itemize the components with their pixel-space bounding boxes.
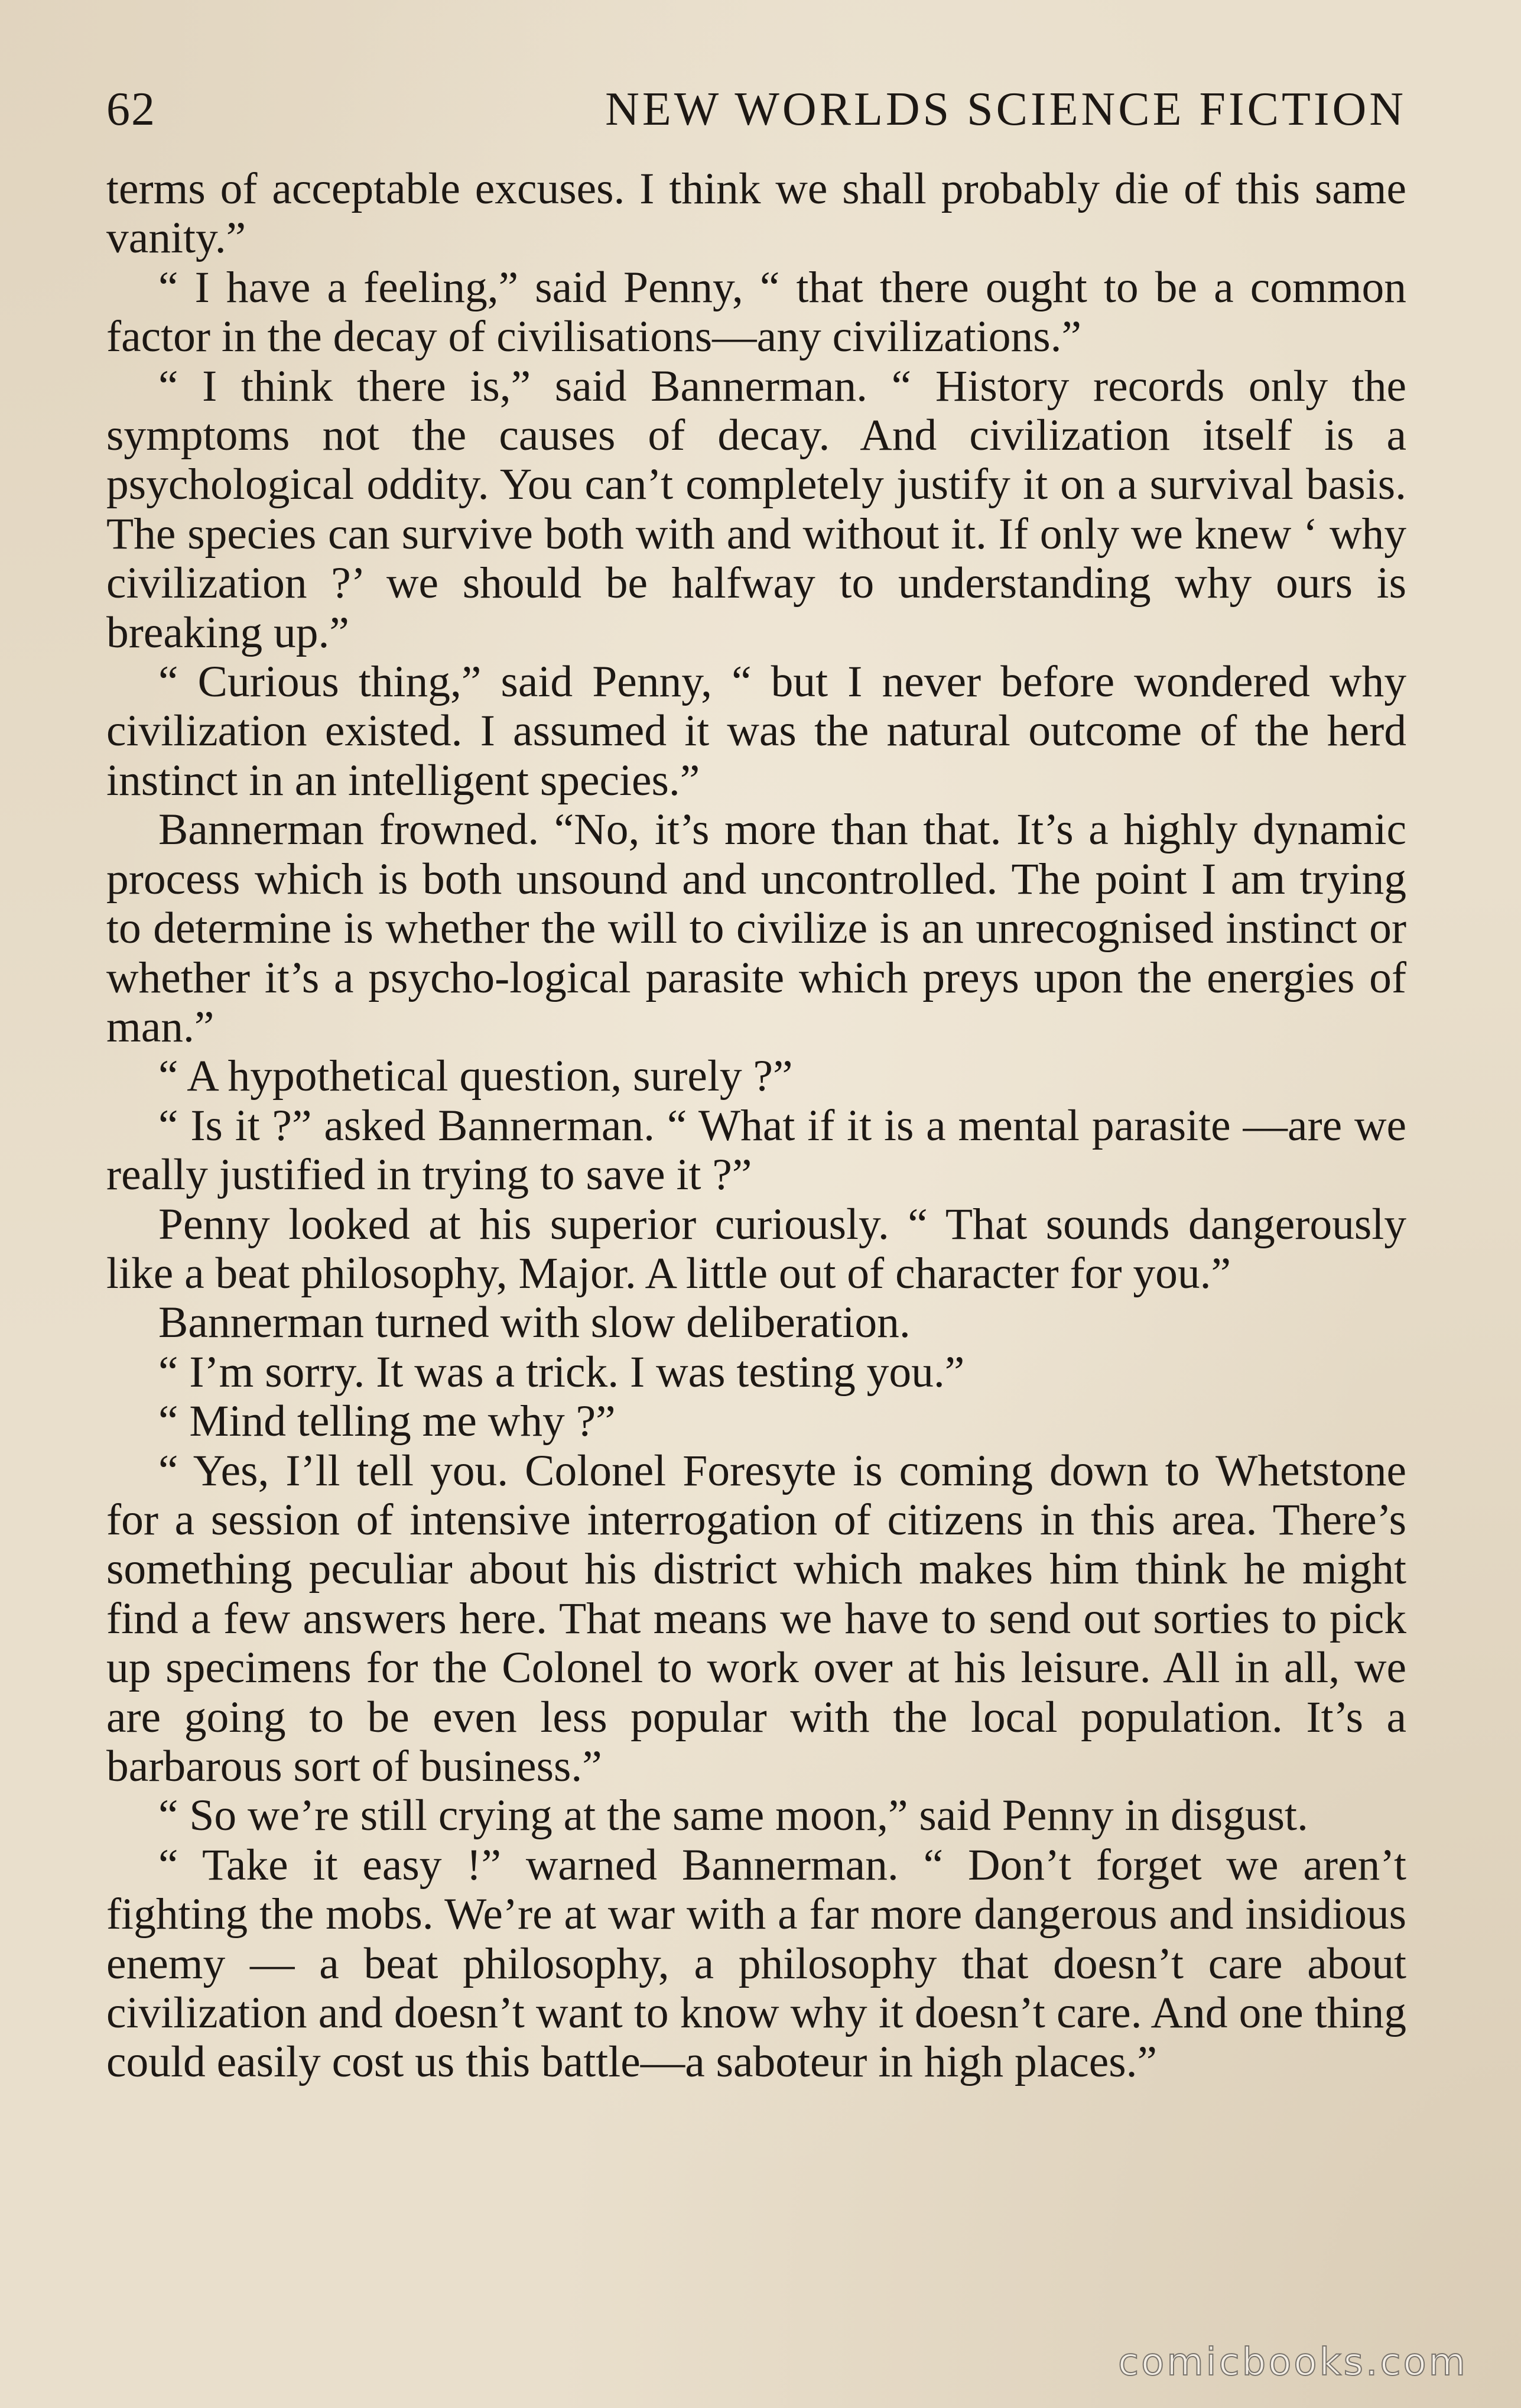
watermark: comicbooks.com — [1117, 2341, 1468, 2384]
journal-title: NEW WORLDS SCIENCE FICTION — [605, 83, 1406, 135]
paragraph: “ So we’re still crying at the same moon,” said Penny in disgust. — [158, 1791, 1308, 1841]
paragraph: terms of acceptable excuses. I think we shall probably die of this same vanity.” — [106, 164, 1406, 263]
paragraph: “ Is it ?” asked Bannerman. “ What if it is a mental parasite —are we really justified in trying to save it ?” — [106, 1101, 1406, 1200]
paragraph: “ I have a feeling,” said Penny, “ that there ought to be a common factor in the decay of civilisations—any civilizations.” — [106, 262, 1406, 362]
paragraph: Bannerman turned with slow deliberation. — [158, 1298, 911, 1348]
paragraph: “ A hypothetical question, surely ?” — [158, 1052, 793, 1101]
page-number: 62 — [106, 83, 156, 135]
paragraph: “ I think there is,” said Bannerman. “ History records only the symptoms not the causes of decay. And civilization itself is a psychological oddity. You can’t completely justify it on a survival basis. The species can survive both with and without it. If only we knew ‘ why civilization ?’ we should be halfway to understanding why ours is breaking up.” — [106, 361, 1406, 657]
paragraph: Bannerman frowned. “No, it’s more than that. It’s a highly dynamic process which is both unsound and uncontrolled. The point I am trying to determine is whether the will to civilize is an unrecognised instinct or whether it’s a psycho-logical parasite which preys upon the energies of man.” — [106, 805, 1406, 1052]
paragraph: “ I’m sorry. It was a trick. I was testing you.” — [158, 1347, 965, 1397]
paragraph: Penny looked at his superior curiously. “ That sounds dangerously like a beat philosophy, Major. A little out of character for you.” — [106, 1199, 1406, 1298]
paragraph: “ Yes, I’ll tell you. Colonel Foresyte is coming down to Whetstone for a session of intensive interrogation of citizens in this area. There’s something peculiar about his district which makes him think he might find a few answers here. That means we have to send out sorties to pick up specimens for the Colonel to work over at his leisure. All in all, we are going to be even less popular with the local population. It’s a barbarous sort of business.” — [106, 1446, 1406, 1791]
running-head — [106, 77, 1406, 142]
paragraph: “ Take it easy !” warned Bannerman. “ Don’t forget we aren’t fighting the mobs. We’re at war with a far more dangerous and insidious enemy — a beat philosophy, a philosophy that doesn’t care about civilization and doesn’t want to know why it doesn’t care. And one thing could easily cost us this battle—a saboteur in high places.” — [106, 1840, 1406, 2087]
paragraph: “ Curious thing,” said Penny, “ but I never before wondered why civilization existed. I assumed it was the natural outcome of the herd instinct in an intelligent species.” — [106, 657, 1406, 805]
book-page — [106, 77, 1406, 2323]
story-text — [106, 164, 1406, 2087]
paragraph: “ Mind telling me why ?” — [158, 1397, 616, 1446]
